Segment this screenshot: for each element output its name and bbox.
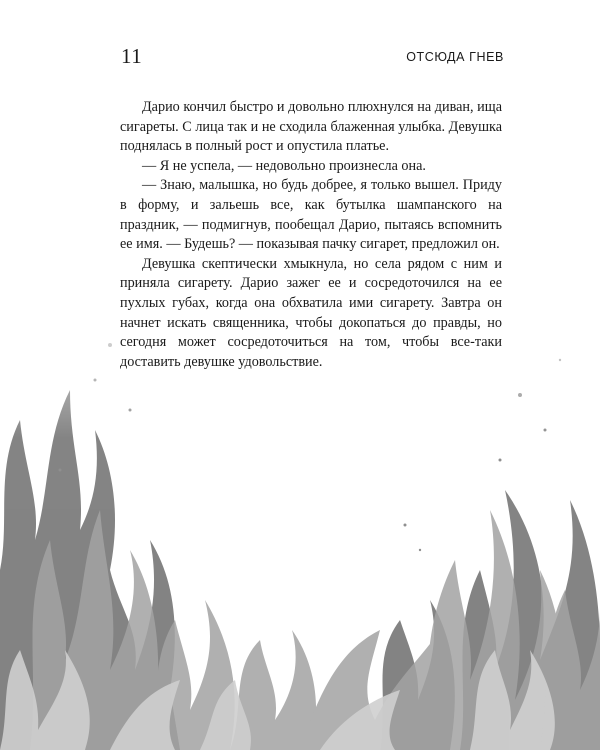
running-head-title: ОТСЮДА ГНЕВ <box>406 50 504 64</box>
page-number: 11 <box>121 44 143 68</box>
paragraph-2: — Я не успела, — недовольно произнесла она. <box>142 157 426 174</box>
paragraph-1: Дарио кончил быстро и довольно плюхнулся на диван, ища сигареты. С лица так и не сходила блаженная улыбка. Девушка поднялась в полный рост и опустила платье. <box>120 99 502 155</box>
body-text <box>120 98 502 372</box>
paragraph-3: — Знаю, малышка, но будь добрее, я только вышел. Приду в форму, и зальешь все, как бутылка шампанского на праздник, — подмигнув, пообещал Дарио, пытаясь вспомнить ее имя. — Будешь? — показывая пачку сигарет, предложил он. <box>120 177 502 253</box>
paragraph-4: Девушка скептически хмыкнула, но села рядом с ним и приняла сигарету. Дарио зажег ее и сосредоточился на ее пухлых губах, когда она обхватила ими сигарету. Завтра он начнет искать священника, чтобы докопаться до правды, но сегодня может сосредоточиться на том, чтобы все-таки доставить девушке удовольствие. <box>120 255 502 370</box>
